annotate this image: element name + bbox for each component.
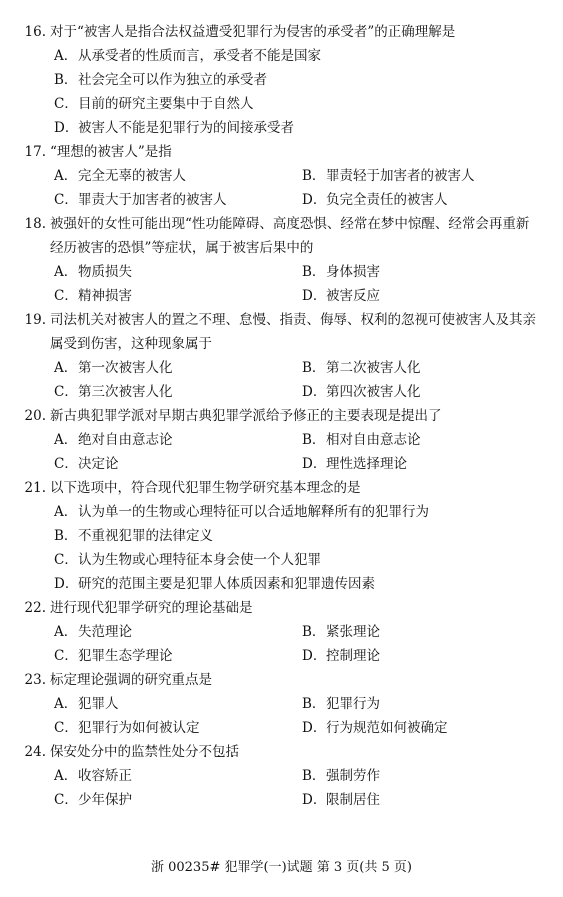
option-d xyxy=(54,116,294,140)
option-label: B． xyxy=(302,768,326,784)
option-text: 目前的研究主要集中于自然人 xyxy=(78,96,254,112)
option-text: 身体损害 xyxy=(326,264,380,280)
option-text: 认为生物或心理特征本身会使一个人犯罪 xyxy=(78,552,321,568)
option-text: 强制劳作 xyxy=(326,768,380,784)
question-stem xyxy=(8,212,551,236)
question-number: 24. xyxy=(24,744,46,760)
option-text: 理性选择理论 xyxy=(326,456,407,472)
option-text: 失范理论 xyxy=(78,624,132,640)
question-number: 19. xyxy=(24,312,46,328)
option-text: 第三次被害人化 xyxy=(78,384,173,400)
option-label: C． xyxy=(54,288,78,304)
option-text: 第四次被害人化 xyxy=(326,384,421,400)
option-label: D． xyxy=(302,384,327,400)
option-label: D． xyxy=(302,192,327,208)
option-a xyxy=(54,764,132,788)
option-d xyxy=(302,380,421,404)
option-label: B． xyxy=(302,432,326,448)
option-text: 少年保护 xyxy=(78,792,132,808)
option-label: A． xyxy=(54,264,78,280)
question-number: 21. xyxy=(24,480,46,496)
option-a xyxy=(54,692,119,716)
option-b xyxy=(302,620,380,644)
question-text: 新古典犯罪学派对早期古典犯罪学派给予修正的主要表现是提出了 xyxy=(50,408,442,424)
page-footer: 浙 00235# 犯罪学(一)试题 第 3 页(共 5 页) xyxy=(150,860,412,875)
option-text: 行为规范如何被确定 xyxy=(326,720,448,736)
option-text: 第二次被害人化 xyxy=(326,360,421,376)
option-text: 决定论 xyxy=(78,456,119,472)
option-label: A． xyxy=(54,504,78,520)
question-stem xyxy=(8,476,551,500)
option-a xyxy=(54,500,429,524)
option-label: B． xyxy=(302,696,326,712)
option-b xyxy=(302,356,421,380)
option-a xyxy=(54,620,132,644)
option-label: D． xyxy=(302,456,327,472)
option-text: 限制居住 xyxy=(326,792,380,808)
option-d xyxy=(302,452,407,476)
option-label: B． xyxy=(302,360,326,376)
option-label: C． xyxy=(54,648,78,664)
question-number: 16. xyxy=(24,24,46,40)
option-d xyxy=(302,716,448,740)
option-d xyxy=(54,572,375,596)
question-17 xyxy=(8,140,551,164)
question-text: 对于“被害人是指合法权益遭受犯罪行为侵害的承受者”的正确理解是 xyxy=(50,24,456,40)
emphasis-char: 括 xyxy=(225,744,239,760)
option-label: C． xyxy=(54,456,78,472)
question-text: 保安处分中的监禁性处分 xyxy=(50,744,199,760)
option-label: C． xyxy=(54,192,78,208)
option-d xyxy=(302,284,380,308)
question-stem xyxy=(8,740,551,764)
option-b xyxy=(54,524,213,548)
option-a xyxy=(54,164,186,188)
option-label: D． xyxy=(302,792,327,808)
option-label: C． xyxy=(54,792,78,808)
question-stem xyxy=(8,596,551,620)
option-text: 相对自由意志论 xyxy=(326,432,421,448)
option-c xyxy=(54,188,227,212)
option-text: 负完全责任的被害人 xyxy=(326,192,448,208)
option-text: 不重视犯罪的法律定义 xyxy=(78,528,213,544)
question-number: 17. xyxy=(24,144,46,160)
option-label: B． xyxy=(302,624,326,640)
option-d xyxy=(302,788,380,812)
option-label: A． xyxy=(54,360,78,376)
option-b xyxy=(302,692,380,716)
emphasis-char: 包 xyxy=(212,744,226,760)
option-c xyxy=(54,788,132,812)
question-21 xyxy=(8,476,551,500)
question-19 xyxy=(8,308,551,356)
option-label: A． xyxy=(54,48,78,64)
option-c xyxy=(54,548,321,572)
question-number: 18. xyxy=(24,216,46,232)
question-number: 23. xyxy=(24,672,46,688)
option-label: A． xyxy=(54,624,78,640)
question-18 xyxy=(8,212,551,260)
option-c xyxy=(54,452,119,476)
question-text-line-1: 被强奸的女性可能出现“性功能障碍、高度恐惧、经常在梦中惊醒、经常会再重新 xyxy=(50,216,530,232)
option-text: 收容矫正 xyxy=(78,768,132,784)
option-text: 社会完全可以作为独立的承受者 xyxy=(78,72,267,88)
question-24 xyxy=(8,740,551,764)
option-text: 完全无辜的被害人 xyxy=(78,168,186,184)
option-a xyxy=(54,260,132,284)
option-label: C． xyxy=(54,96,78,112)
option-text: 绝对自由意志论 xyxy=(78,432,173,448)
question-stem xyxy=(8,308,551,332)
question-text: 进行现代犯罪学研究的理论基础是 xyxy=(50,600,253,616)
question-text: 以下选项中，符合现代犯罪生物学研究基本理念的是 xyxy=(50,480,361,496)
question-text-line-2: 属受到伤害，这种现象属于 xyxy=(50,336,212,352)
option-label: B． xyxy=(302,168,326,184)
question-stem xyxy=(8,140,551,164)
question-stem xyxy=(8,668,551,692)
option-c xyxy=(54,644,173,668)
option-text: 犯罪人 xyxy=(78,696,119,712)
option-text: 罪责轻于加害者的被害人 xyxy=(326,168,475,184)
option-label: D． xyxy=(54,120,79,136)
option-label: A． xyxy=(54,168,78,184)
question-stem xyxy=(8,20,551,44)
option-a xyxy=(54,428,173,452)
option-text: 精神损害 xyxy=(78,288,132,304)
question-23 xyxy=(8,668,551,692)
question-text-line-1: 司法机关对被害人的置之不理、怠慢、指责、侮辱、权利的忽视可使被害人及其亲 xyxy=(50,312,536,328)
option-a xyxy=(54,356,173,380)
option-c xyxy=(54,380,173,404)
option-label: A． xyxy=(54,696,78,712)
option-label: B． xyxy=(54,528,78,544)
option-d xyxy=(302,188,448,212)
option-label: A． xyxy=(54,432,78,448)
option-label: B． xyxy=(302,264,326,280)
option-text: 犯罪行为 xyxy=(326,696,380,712)
option-text: 犯罪行为如何被认定 xyxy=(78,720,200,736)
option-a xyxy=(54,44,321,68)
option-label: D． xyxy=(54,576,79,592)
option-text: 罪责大于加害者的被害人 xyxy=(78,192,227,208)
option-text: 被害人不能是犯罪行为的间接承受者 xyxy=(78,120,294,136)
question-16 xyxy=(8,20,551,44)
question-stem xyxy=(8,404,551,428)
option-text: 被害反应 xyxy=(326,288,380,304)
question-20 xyxy=(8,404,551,428)
option-c xyxy=(54,716,200,740)
option-text: 犯罪生态学理论 xyxy=(78,648,173,664)
option-label: C． xyxy=(54,720,78,736)
option-b xyxy=(302,164,475,188)
option-c xyxy=(54,92,254,116)
option-b xyxy=(302,260,380,284)
question-number: 20. xyxy=(24,408,46,424)
option-text: 从承受者的性质而言，承受者不能是国家 xyxy=(78,48,321,64)
option-b xyxy=(302,428,421,452)
option-label: C． xyxy=(54,552,78,568)
option-text: 物质损失 xyxy=(78,264,132,280)
question-text-line-2: 经历被害的恐惧”等症状，属于被害后果中的 xyxy=(50,240,314,256)
option-text: 第一次被害人化 xyxy=(78,360,173,376)
question-text: “理想的被害人”是指 xyxy=(50,144,172,160)
option-b xyxy=(54,68,267,92)
option-text: 紧张理论 xyxy=(326,624,380,640)
option-label: A． xyxy=(54,768,78,784)
question-text: 标定理论强调的研究重点是 xyxy=(50,672,212,688)
option-label: D． xyxy=(302,720,327,736)
option-label: C． xyxy=(54,384,78,400)
option-text: 控制理论 xyxy=(326,648,380,664)
option-label: D． xyxy=(302,648,327,664)
question-22 xyxy=(8,596,551,620)
option-text: 认为单一的生物或心理特征可以合适地解释所有的犯罪行为 xyxy=(78,504,429,520)
option-label: B． xyxy=(54,72,78,88)
option-label: D． xyxy=(302,288,327,304)
option-text: 研究的范围主要是犯罪人体质因素和犯罪遗传因素 xyxy=(78,576,375,592)
option-c xyxy=(54,284,132,308)
question-number: 22. xyxy=(24,600,46,616)
option-d xyxy=(302,644,380,668)
option-b xyxy=(302,764,380,788)
emphasis-char: 不 xyxy=(198,744,212,760)
